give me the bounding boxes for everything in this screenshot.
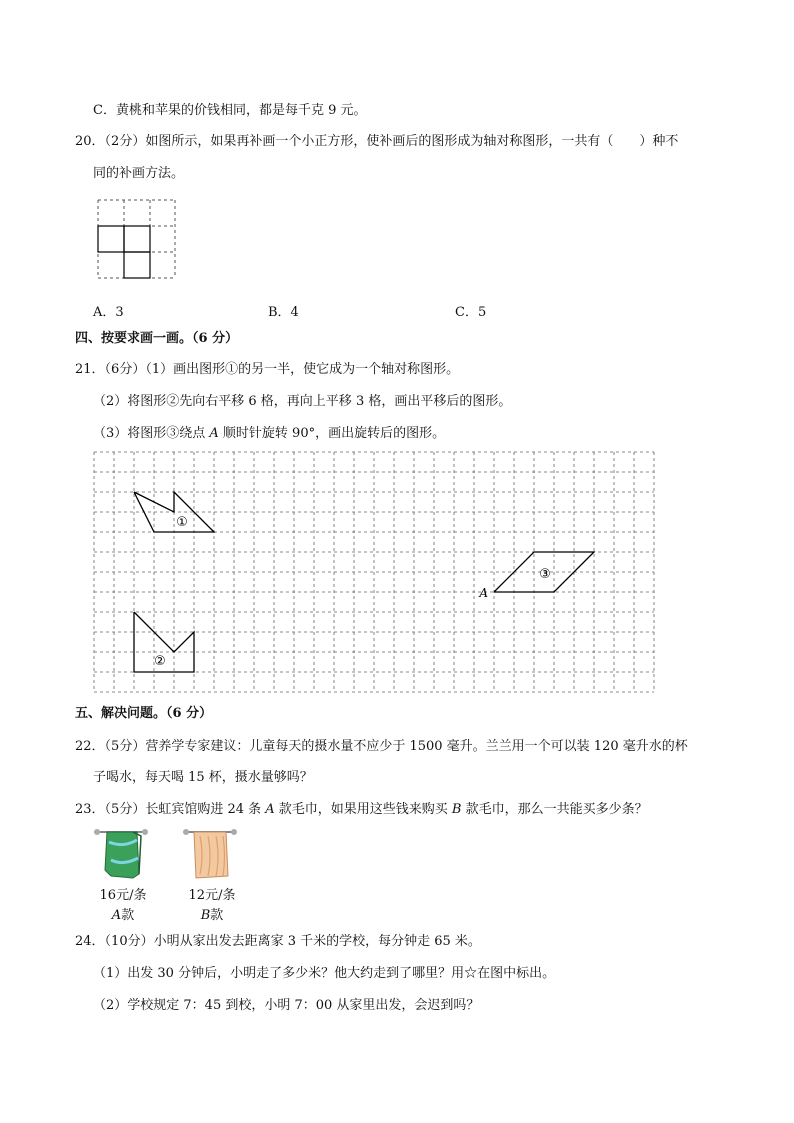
q20-option-c: C．5 [455,305,487,320]
q21-text-line1: 21．（6分）（1）画出图形①的另一半，使它成为一个轴对称图形。 [75,362,460,377]
q20-option-b: B．4 [268,305,299,320]
q23-text-post: 款毛巾，那么一共能买多少条？ [461,802,648,817]
section4-title: 四、按要求画一画。（6 分） [75,331,239,346]
section5-title: 五、解决问题。（6 分） [75,706,213,721]
q21-text-line2: （2）将图形②先向右平移 6 格，再向上平移 3 格，画出平移后的图形。 [93,394,512,409]
towel-b-icon [182,826,242,882]
q19-option-c: C．黄桃和苹果的价钱相同，都是每千克 9 元。 [93,103,367,118]
q21-line3-post: 顺时针旋转 90°，画出旋转后的图形。 [218,426,446,441]
shape-3-label: ③ [539,567,551,582]
q24-text-line3: （2）学校规定 7：45 到校，小明 7：00 从家里出发，会迟到吗？ [93,998,480,1013]
towel-b-price: 12元/条 [188,888,236,903]
point-a-label: A [479,586,488,600]
shape-2-label: ② [154,654,166,669]
q23-var-a: A [265,802,275,817]
towel-a-kind [93,904,153,923]
q24-text-line2: （1）出发 30 分钟后，小明走了多少米？他大约走到了哪里？用☆在图中标出。 [93,966,556,981]
towel-b-kind [182,904,242,923]
towel-b-kind-text: 款 [210,908,224,923]
towel-a-kind-text: 款 [121,908,135,923]
q20-text-line2: 同的补画方法。 [93,166,185,181]
towel-a-letter: A [111,908,122,923]
q21-line3-var: A [209,426,219,441]
shape-1-label: ① [176,515,188,530]
q21-grid-figure [94,452,656,692]
q21-line3-pre: （3）将图形③绕点 [93,426,210,441]
q22-text-line1: 22．（5分）营养学专家建议：儿童每天的摄水量不应少于 1500 毫升。兰兰用一个可以装 120 毫升水的杯 [75,739,688,754]
q21-text-line3 [93,426,445,442]
q23-text-mid: 款毛巾，如果用这些钱来购买 [274,802,452,817]
towel-b-letter: B [200,908,211,923]
towel-a-price: 16元/条 [99,888,147,903]
q23-text [75,802,648,818]
q20-figure [97,199,177,279]
q20-text-line1: 20．（2分）如图所示，如果再补画一个小正方形，使补画后的图形成为轴对称图形，一共有（ ）种不 [75,134,679,149]
q20-option-a: A．3 [93,305,124,320]
towel-a-icon [93,826,153,882]
q24-text-line1: 24．（10分）小明从家出发去距离家 3 千米的学校，每分钟走 65 米。 [75,934,481,949]
q22-text-line2: 子喝水，每天喝 15 杯，摄水量够吗？ [93,770,313,785]
q23-text-pre: 23．（5分）长虹宾馆购进 24 条 [75,802,266,817]
q23-var-b: B [451,802,462,817]
